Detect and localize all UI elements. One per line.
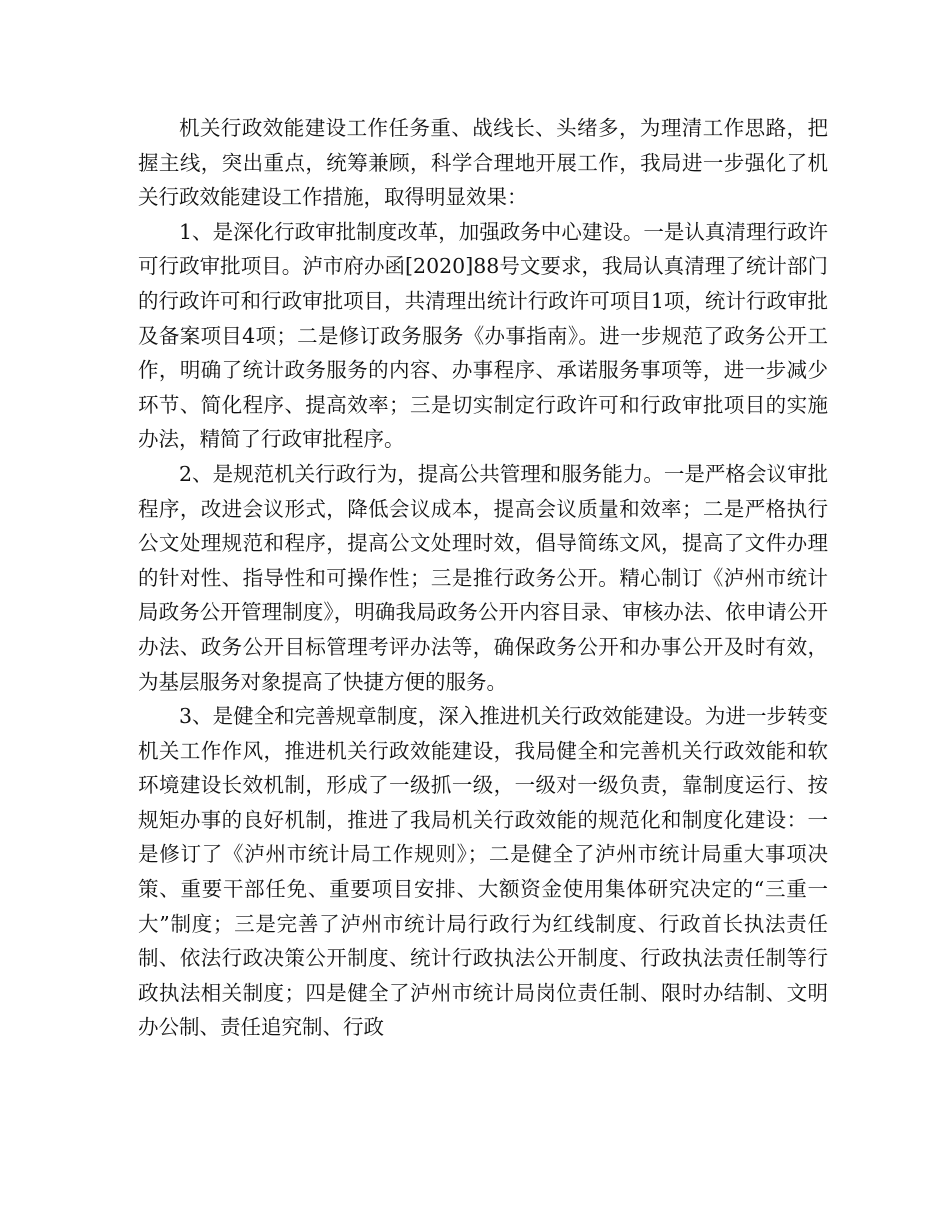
paragraph-item-1: 1、是深化行政审批制度改革，加强政务中心建设。一是认真清理行政许可行政审批项目。泸市府办函[2020]88号文要求，我局认真清理了统计部门的行政许可和行政审批项目，共清理出统计行政许可项目1项，统计行政审批及备案项目4项；二是修订政务服务《办事指南》。进一步规范了政务公开工作，明确了统计政务服务的内容、办事程序、承诺服务事项等，进一步减少环节、简化程序、提高效率；三是切实制定行政许可和行政审批项目的实施办法，精简了行政审批程序。 [138,219,828,452]
paragraph-intro: 机关行政效能建设工作任务重、战线长、头绪多，为理清工作思路，把握主线，突出重点，统筹兼顾，科学合理地开展工作，我局进一步强化了机关行政效能建设工作措施，取得明显效果： [138,116,828,210]
paragraph-item-2: 2、是规范机关行政行为，提高公共管理和服务能力。一是严格会议审批程序，改进会议形式，降低会议成本，提高会议质量和效率；二是严格执行公文处理规范和程序，提高公文处理时效，倡导简练文风，提高了文件办理的针对性、指导性和可操作性；三是推行政务公开。精心制订《泸州市统计局政务公开管理制度》，明确我局政务公开内容目录、审核办法、依申请公开办法、政务公开目标管理考评办法等，确保政务公开和办事公开及时有效，为基层服务对象提高了快捷方便的服务。 [138,461,828,694]
document-body [138,111,828,1045]
paragraph-item-3: 3、是健全和完善规章制度，深入推进机关行政效能建设。为进一步转变机关工作作风，推进机关行政效能建设，我局健全和完善机关行政效能和软环境建设长效机制，形成了一级抓一级，一级对一级负责，靠制度运行、按规矩办事的良好机制，推进了我局机关行政效能的规范化和制度化建设：一是修订了《泸州市统计局工作规则》；二是健全了泸州市统计局重大事项决策、重要干部任免、重要项目安排、大额资金使用集体研究决定的“三重一大”制度；三是完善了泸州市统计局行政行为红线制度、行政首长执法责任制、依法行政决策公开制度、统计行政执法公开制度、行政执法责任制等行政执法相关制度；四是健全了泸州市统计局岗位责任制、限时办结制、文明办公制、责任追究制、行政 [138,704,828,1040]
